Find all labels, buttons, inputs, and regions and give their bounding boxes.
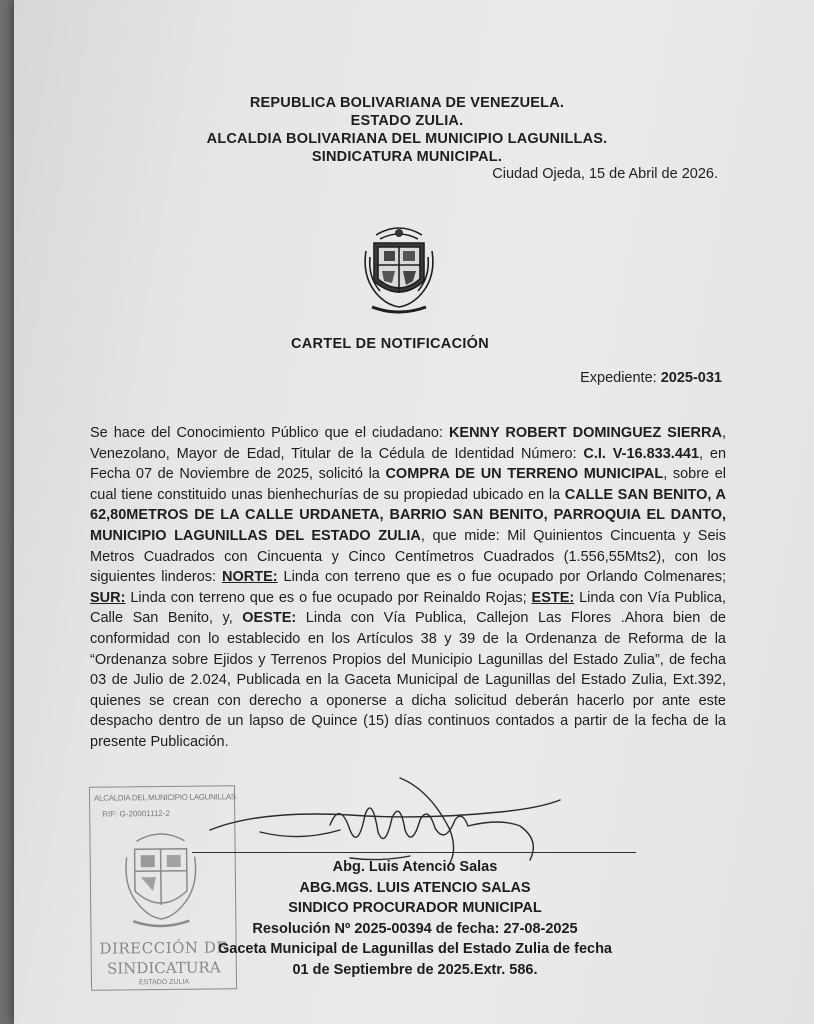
body-text: , que mide: Mil Quinientos Cincuenta y Seis Metros Cuadrados con Cincuenta y Cinco Centímetros Cuadrados (1.556,55Mts2), con los siguientes linderos: (90, 527, 726, 586)
stamp-header: ALCALDIA DEL MUNICIPIO LAGUNILLAS (94, 792, 236, 803)
gazette-reference: Gaceta Municipal de Lagunillas del Estado Zulia de fecha (217, 941, 612, 957)
notification-body (90, 423, 726, 753)
boundary-west-label: OESTE: (242, 610, 297, 627)
signature-block (180, 857, 650, 980)
handwritten-signature-icon (200, 770, 580, 870)
stamp-line-2: SINDICATURA (106, 958, 221, 978)
stamp-line-1: DIRECCIÓN DE (99, 938, 228, 958)
boundary-east-label: ESTE: (531, 589, 575, 606)
stamp-footer: ESTADO ZULIA (138, 978, 190, 987)
stamp-rif: RIF: G-20001112-2 (102, 808, 171, 819)
coat-of-arms-icon (362, 221, 436, 317)
letterhead-line-2: ESTADO ZULIA. (350, 113, 464, 129)
letterhead (0, 94, 814, 166)
signer-name: Abg. Luis Atencio Salas (332, 859, 498, 875)
citizen-name: KENNY ROBERT DOMINGUEZ SIERRA (448, 425, 722, 441)
boundary-east: Linda con Vía Publica, Calle San Benito, y, (90, 589, 726, 627)
body-text: , Venezolano, Mayor de Edad, Titular de la Cédula de Identidad Número: (90, 425, 726, 462)
boundary-south: Linda con terreno que es o fue ocupado por Reinaldo Rojas; (125, 589, 532, 606)
letterhead-line-4: SINDICATURA MUNICIPAL. (311, 149, 503, 165)
boundary-south-label: SUR: (90, 589, 126, 606)
resolution: Resolución Nº 2025-00394 de fecha: 27-08-2025 (252, 920, 578, 937)
signer-title: SINDICO PROCURADOR MUNICIPAL (288, 900, 542, 916)
document-date: Ciudad Ojeda, 15 de Abril de 2026. (492, 166, 718, 182)
body-text: , en Fecha 07 de Noviembre de 2025, solicitó la (90, 445, 727, 483)
request-type: COMPRA DE UN TERRENO MUNICIPAL (385, 466, 664, 483)
signature-line (192, 852, 636, 853)
body-text: Se hace del Conocimiento Público que el ciudadano: (90, 425, 449, 441)
body-text: , sobre el cual tiene constituido unas bienhechurías de su propiedad ubicado en la (90, 466, 726, 503)
boundary-north: Linda con terreno que es o fue ocupado por Orlando Colmenares; (277, 569, 726, 586)
property-location: CALLE SAN BENITO, A 62,80METROS DE LA CALLE URDANETA, BARRIO SAN BENITO, PARROQUIA EL DANTO, MUNICIPIO LAGUNILLAS DEL ESTADO ZULIA (90, 486, 726, 544)
expediente-label: Expediente: (580, 370, 657, 386)
signer-full-name: ABG.MGS. LUIS ATENCIO SALAS (299, 879, 531, 896)
boundary-north-label: NORTE: (222, 569, 278, 586)
boundary-west: Linda con Vía Publica, Callejon Las Flores .Ahora bien de conformidad con lo establecido en los Artículos 38 y 39 de la Ordenanza de Reforma de la “Ordenanza sobre Ejidos y Terrenos Propios del Municipio Lagunillas del Estado Zulia”, de fecha 03 de Julio de 2.024, Publicada en la Gaceta Municipal de Lagunillas del Estado Zulia, Ext.392, quienes se crean con derecho a oponerse a dicha solicitud deberán hacerlo por ante este despacho dentro de un lapso de Quince (15) días continuos contados a partir de la fecha de la presente Publicación. (90, 610, 726, 750)
gazette-date: 01 de Septiembre de 2025.Extr. 586. (292, 961, 538, 978)
expediente (580, 370, 722, 386)
letterhead-line-1: REPUBLICA BOLIVARIANA DE VENEZUELA. (249, 95, 565, 111)
document-title: CARTEL DE NOTIFICACIÓN (290, 336, 490, 352)
letterhead-line-3: ALCALDIA BOLIVARIANA DEL MUNICIPIO LAGUNILLAS. (206, 131, 608, 147)
expediente-number: 2025-031 (660, 370, 722, 386)
id-number: C.I. V-16.833.441 (583, 445, 700, 462)
